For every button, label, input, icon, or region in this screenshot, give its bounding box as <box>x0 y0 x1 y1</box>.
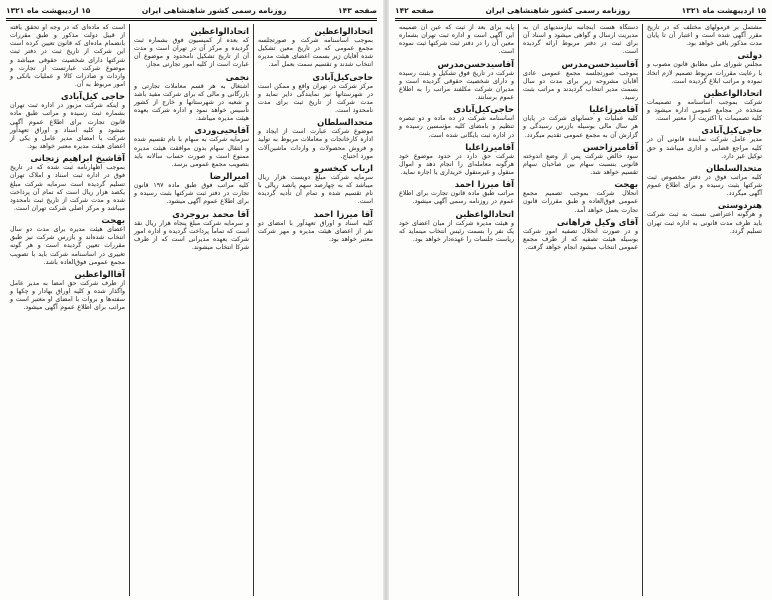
column-text <box>647 24 762 236</box>
header-rule-thin <box>395 20 766 21</box>
notice-paragraph: کلیه عملیات و حسابهای شرکت در پایان هر سال مالی بوسیله بازرس رسیدگی و گزارش آن به مجمع عمومی تقدیم میگردد. <box>523 115 638 139</box>
notice-heading: اتحادالواعظین <box>314 26 373 36</box>
right-page <box>389 0 772 600</box>
left-page <box>0 0 383 600</box>
notice-paragraph: موضوع شرکت عبارت است از ایجاد و اداره کارخانجات و معاملات مربوط به تولید و فروش محصولات و واردات ماشین‌آلات مورد احتیاج. <box>258 128 373 160</box>
text-column <box>518 24 642 596</box>
notice-paragraph: شرکت در تاریخ فوق تشکیل و بثبت رسیده و دارای شخصیت حقوقی گردیده است و مدیران شرکت مکلفند مراتب را به اطلاع عموم برسانند. <box>399 69 514 102</box>
notice-paragraph: و هیئت مدیره شرکت از میان اعضای خود یک نفر را بسمت رئیس انتخاب مینماید که ریاست جلسات را عهده‌دار خواهد بود. <box>399 219 514 243</box>
column-text <box>10 24 125 313</box>
notice-heading: حاجی‌کیل‌آبادی <box>453 104 514 115</box>
left-page-number: صفحه ۱۴۳ <box>338 6 377 15</box>
notice-heading: آقامیرزاعلیا <box>589 104 638 115</box>
notice-heading: آقا محمد بروجردی <box>172 208 249 219</box>
text-column <box>642 24 766 596</box>
notice-paragraph: شرکت حق دارد در حدود موضوع خود هرگونه معامله‌ای را انجام دهد و اموال منقول و غیرمنقول خریداری یا اجاره نماید. <box>399 152 514 177</box>
notice-heading: اتحادالواعظین <box>703 87 762 98</box>
notice-heading: هنردوستی <box>717 200 762 211</box>
notice-paragraph: است که ماده‌ای که در وجه او تحقق یافته از قبیل دولت مذکور و طبق مقررات بانضمام ماده‌ای که قانون تعیین کرده است این شرکت از تاریخ ثبت در دفتر ثبت شرکتها دارای شخصیت حقوقی میباشد و موضوع شرکت عبارتست از تجارت و واردات و صادرات کالا و عملیات بانکی و امور مربوط به آن. <box>10 24 125 89</box>
notice-heading: حاجی‌کیل‌آبادی <box>312 71 373 82</box>
notice-paragraph: مدیر عامل شرکت نماینده قانونی آن در کلیه مراجع قضایی و اداری میباشد و حق توکیل غیر دارد. <box>647 136 762 160</box>
notice-heading: ارباب کیخسرو <box>313 162 373 173</box>
notice-heading: آقایحیی‌وردی <box>194 125 249 136</box>
notice-paragraph: پایه برای بعد از ثبت که عین آن ضمیمه این آگهی است و اداره ثبت تهران بشماره معین آن را در دفتر ثبت شرکتها ثبت نموده است. <box>399 24 514 56</box>
right-page-title: روزنامه رسمی کشور شاهنشاهی ایران <box>485 6 631 15</box>
right-page-date: ۱۵ اردیبهشت ماه ۱۳۲۱ <box>681 6 766 15</box>
notice-paragraph: سرمایه شرکت به سهام با نام تقسیم شده و انتقال سهام بدون موافقت هیئت مدیره ممنوع است و صورت حساب سالانه باید بتصویب مجمع عمومی برسد. <box>134 136 249 168</box>
right-page-header <box>395 4 766 17</box>
notice-paragraph: کلیه مراتب فوق طبق ماده ۱۹۷ قانون تجارت در دفتر ثبت شرکتها بثبت رسیده و برای اطلاع عموم آگهی میشود. <box>134 182 249 206</box>
notice-heading: اتحادالواعظین <box>455 208 514 219</box>
header-rule-thin <box>6 20 377 21</box>
notice-heading: بهجت <box>614 179 638 190</box>
notice-paragraph: اشتغال به هر قسم معاملات تجارتی و بازرگانی و مالی که برای شرکت مفید باشد و شعبه در شهرستانها و خارج از کشور تأسیس خواهد نمود و اداره شرکت بعهده هیئت مدیره میباشد. <box>134 82 249 123</box>
header-rule-thick <box>395 18 766 19</box>
notice-heading: حاجی‌کیل‌آبادی <box>701 125 762 136</box>
notice-paragraph: مرکز شرکت در تهران واقع و ممکن است در شهرستانها نیز نمایندگی دایر نماید و مدت شرکت از تاریخ ثبت برای مدت نامحدود است. <box>258 82 373 115</box>
column-text <box>134 26 249 252</box>
column-text <box>258 26 373 244</box>
notice-heading: آقاسیدحسن‌مدرس <box>561 58 638 69</box>
notice-paragraph: مجلس شورای ملی مطابق قانون مصوب و با رعایت مقررات مربوط تصمیم لازم اتخاذ نموده و مراتب ابلاغ گردیده است. <box>647 61 762 85</box>
notice-heading: امیرالرضا <box>209 171 249 182</box>
left-page-title: روزنامه رسمی کشور شاهنشاهی ایران <box>141 6 287 15</box>
notice-heading: اتحادالواعظین <box>190 26 249 36</box>
left-page-columns <box>6 24 377 596</box>
header-rule-thick <box>6 18 377 19</box>
notice-paragraph: اساسنامه شرکت در ده ماده و دو تبصره تنظیم و بامضای کلیه مؤسسین رسیده و در اداره ثبت بایگانی شده است. <box>399 115 514 139</box>
notice-heading: متحدالسلطان <box>317 117 373 128</box>
notice-heading: آقامیرزاحسن <box>582 141 638 152</box>
notice-heading: آقاسیدحسن‌مدرس <box>437 58 514 69</box>
notice-paragraph: کلیه مراتب فوق در دفتر مخصوص ثبت شرکتها بثبت رسیده و برای اطلاع عموم آگهی میگردد. <box>647 173 762 198</box>
notice-heading: آقا میرزا احمد <box>454 179 514 190</box>
notice-paragraph: از طرف شرکت حق امضا به مدیر عامل واگذار شده و کلیه اوراق بهادار و چکها و سفته‌ها و بروات با امضای او معتبر است و مراتب برای اطلاع عموم آگهی میشود. <box>10 279 125 312</box>
notice-heading: آقامیرزاعلیا <box>465 141 514 152</box>
notice-paragraph: مشتمل بر فرمولهای مختلف که در تاریخ مقرر آگهی شده است و اعتبار آن تا پایان مدت مذکور باقی خواهد بود. <box>647 24 762 48</box>
notice-heading: دولتی <box>737 50 762 61</box>
left-page-header <box>6 4 377 17</box>
column-text <box>399 24 514 244</box>
left-page-date: ۱۵ اردیبهشت ماه ۱۳۲۱ <box>6 6 91 15</box>
text-column <box>253 24 377 596</box>
notice-paragraph: کلیه اسناد و اوراق تعهدآور با امضای دو نفر از اعضای هیئت مدیره و مهر شرکت معتبر خواهد بود. <box>258 219 373 243</box>
notice-paragraph: سود خالص شرکت پس از وضع اندوخته قانونی بنسبت سهام بین صاحبان سهام تقسیم خواهد شد. <box>523 152 638 177</box>
notice-paragraph: و سرمایه شرکت مبلغ پنجاه هزار ریال نقد است که تماماً پرداخت گردیده و اداره امور شرکت بعهده مدیرانی است که از طرف شرکا انتخاب میشوند. <box>134 219 249 251</box>
notice-paragraph: و هرگونه اعتراضی نسبت به ثبت شرکت باید ظرف مدت قانونی به اداره ثبت تهران تسلیم گردد. <box>647 211 762 235</box>
right-page-columns <box>395 24 766 596</box>
column-text <box>523 24 638 252</box>
notice-paragraph: بموجب اظهارنامه ثبت شده که در تاریخ فوق در اداره ثبت اسناد و املاک تهران تسلیم گردیده است سرمایه شرکت مبلغ یکصد هزار ریال است که تمام آن پرداخت شده و مدت شرکت از تاریخ ثبت نامحدود میباشد و مرکز اصلی شرکت تهران است. <box>10 164 125 212</box>
notice-paragraph: اعضای هیئت مدیره برای مدت دو سال انتخاب شده‌اند و بازرس شرکت نیز طبق مقررات تعیین گردیده است و هر گونه تغییری در اساسنامه شرکت باید با تصویب مجمع عمومی فوق‌العاده باشد. <box>10 226 125 266</box>
notice-heading: نجمی <box>225 71 249 82</box>
text-column <box>6 24 129 596</box>
notice-paragraph: و اینکه شرکت مزبور در اداره ثبت تهران بشماره ثبت رسیده و مراتب طبق ماده قانون تجارت برای اطلاع عموم آگهی میشود و کلیه اسناد و اوراق تعهدآور شرکت با امضای مدیر عامل و یکی از اعضای هیئت مدیره معتبر خواهد بود. <box>10 102 125 151</box>
notice-paragraph: انحلال شرکت بموجب تصمیم مجمع عمومی فوق‌العاده و طبق مقررات قانون تجارت بعمل خواهد آمد. <box>523 190 638 214</box>
text-column <box>129 24 253 596</box>
notice-paragraph: مراتب طبق ماده قانون تجارت برای اطلاع عموم در روزنامه رسمی آگهی میشود. <box>399 190 514 206</box>
notice-heading: بهجت <box>101 215 125 226</box>
notice-paragraph: بموجب اساسنامه شرکت و صورتجلسه مجمع عمومی که در تاریخ معین تشکیل شده آقایان زیر بسمت اعضای هیئت مدیره انتخاب شدند و تقسیم سمت بعمل آمد. <box>258 37 373 69</box>
text-column <box>395 24 518 596</box>
notice-paragraph: که بعده از کمیسیون فوق بشماره ثبت گردیده و مرکز آن در تهران است و مدت آن از تاریخ تشکیل نامحدود و موضوع آن عبارت است از کلیه امور تجارتی مجاز. <box>134 37 249 69</box>
notice-heading: متحدالسلطان <box>706 162 762 173</box>
notice-paragraph: سرمایه شرکت مبلغ دویست هزار ریال میباشد که به چهارصد سهم پانصد ریالی با نام تقسیم شده و تمام آن تأدیه گردیده است. <box>258 173 373 206</box>
notice-heading: آقاالواعظین <box>74 268 125 279</box>
notice-paragraph: بموجب صورتجلسه مجمع عمومی عادی آقایان مشروحه زیر برای مدت دو سال بسمت مدیر انتخاب گردیدند و مراتب بثبت رسید. <box>523 69 638 102</box>
notice-paragraph: دستگاه هست اینجانبه نیازمندیهای آن به مدیریت ارسال و گواهی میشود و اسناد آن برای ثبت در دفتر مربوط ارائه گردیده است. <box>523 24 638 56</box>
notice-heading: آقا میرزا احمد <box>313 208 373 219</box>
notice-paragraph: شرکت بموجب اساسنامه و تصمیمات متخذه در مجامع عمومی اداره میشود و کلیه تصمیمات با اکثریت آرا معتبر است. <box>647 98 762 123</box>
notice-heading: آقاشیخ ابراهیم زنجانی <box>30 153 125 164</box>
right-page-number: صفحه ۱۴۲ <box>395 6 434 15</box>
notice-paragraph: و در صورت انحلال تصفیه امور شرکت بوسیله هیئت تصفیه که از طرف مجمع عمومی انتخاب میشود انجام خواهد گرفت. <box>523 227 638 251</box>
notice-heading: آقای وکیل فراهانی <box>556 216 638 227</box>
notice-heading: حاجی کیل‌آبادی <box>60 91 125 102</box>
